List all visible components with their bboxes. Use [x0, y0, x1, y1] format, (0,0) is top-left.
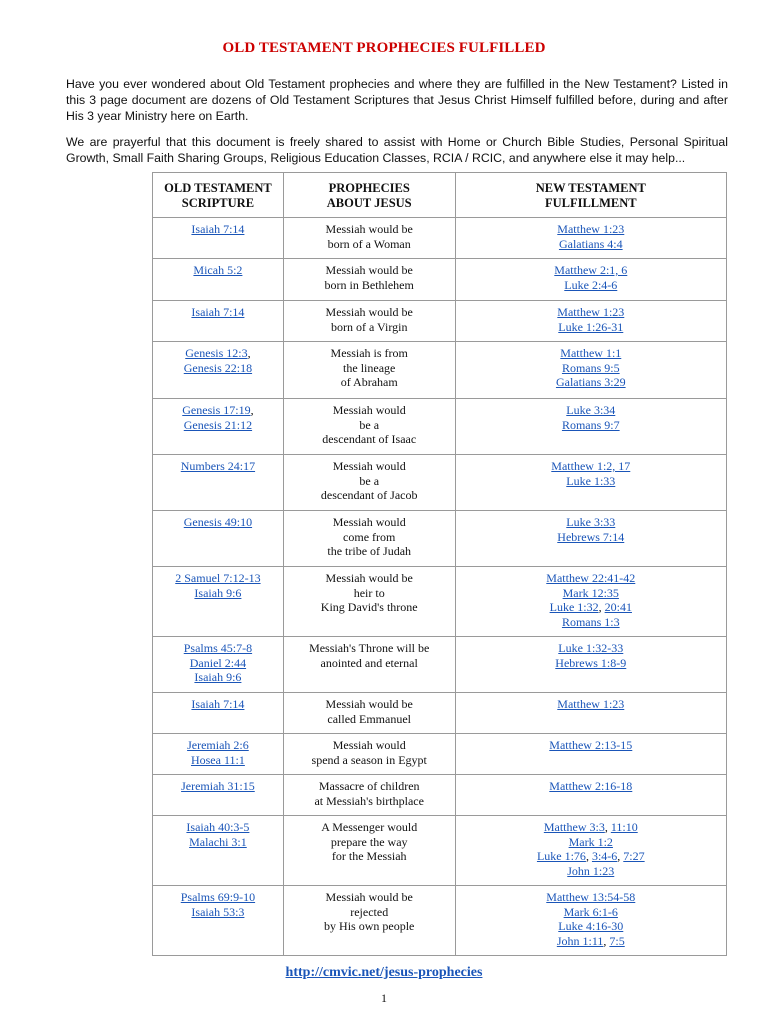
prophecy-text: A Messenger would	[321, 820, 418, 834]
scripture-link[interactable]: John 1:23	[567, 864, 615, 879]
prophecy-text: Messiah would be	[325, 222, 413, 236]
reference-line	[460, 237, 722, 252]
prophecy-cell	[283, 511, 455, 567]
prophecy-text: of Abraham	[340, 375, 398, 390]
scripture-link[interactable]: Mark 6:1-6	[563, 904, 618, 919]
scripture-link[interactable]: Micah 5:2	[193, 263, 243, 277]
scripture-link[interactable]: Matthew 2:16-18	[549, 779, 633, 793]
table-row	[153, 886, 727, 956]
prophecy-cell	[283, 816, 455, 886]
prophecy-text: King David's throne	[320, 600, 418, 615]
footer-link[interactable]: http://cmvic.net/jesus-prophecies	[285, 965, 483, 980]
reference-line	[460, 403, 722, 418]
table-body	[153, 218, 727, 956]
prophecy-cell	[283, 342, 455, 399]
old-testament-cell	[153, 886, 284, 956]
prophecy-cell	[283, 259, 455, 301]
reference-line	[157, 820, 279, 835]
scripture-link[interactable]: Genesis 49:10	[183, 515, 253, 529]
old-testament-cell	[153, 511, 284, 567]
reference-line	[157, 890, 279, 905]
new-testament-cell	[455, 775, 726, 816]
reference-line	[460, 890, 722, 905]
reference-line	[157, 403, 279, 418]
reference-line	[460, 320, 722, 335]
reference-line	[460, 375, 722, 390]
scripture-link[interactable]: Matthew 2:1, 6	[554, 263, 628, 277]
prophecy-text: at Messiah's birthplace	[314, 793, 424, 808]
reference-line	[460, 905, 722, 920]
prophecy-text: Messiah would be	[325, 697, 413, 711]
reference-line	[460, 849, 722, 864]
new-testament-cell	[455, 567, 726, 637]
prophecy-text: be a	[359, 473, 380, 488]
scripture-link[interactable]: Matthew 2:13-15	[549, 738, 633, 752]
prophecy-text: Massacre of children	[318, 779, 420, 793]
header-line: OLD TESTAMENT	[164, 180, 272, 195]
scripture-link[interactable]: Hosea 11:1	[190, 752, 245, 767]
prophecy-cell	[283, 455, 455, 511]
reference-line	[460, 864, 722, 879]
scripture-link[interactable]: Luke 2:4-6	[564, 277, 618, 292]
scripture-link[interactable]: Psalms 69:9-10	[180, 890, 256, 904]
intro-paragraph-2: We are prayerful that this document is freely shared to assist with Home or Church Bible Studies, Personal Spiritual Growth, Small Faith Sharing Groups, Religious Education Classes, RCIA / RCIC, and anywhere else it may help...	[66, 135, 728, 165]
old-testament-cell	[153, 259, 284, 301]
reference-line	[460, 600, 722, 615]
reference-line	[460, 656, 722, 671]
reference-line	[460, 474, 722, 489]
new-testament-cell	[455, 455, 726, 511]
reference-line	[157, 346, 279, 361]
prophecy-text: Messiah would be	[325, 890, 413, 904]
scripture-link[interactable]: Galatians 4:4	[558, 236, 623, 251]
prophecy-cell	[283, 567, 455, 637]
scripture-link[interactable]: Luke 3:34	[566, 403, 616, 417]
reference-line	[157, 656, 279, 671]
scripture-link[interactable]: Matthew 3:3	[543, 820, 605, 834]
prophecy-text: Messiah would be	[325, 263, 413, 277]
scripture-link[interactable]: Luke 1:76	[536, 849, 586, 864]
prophecy-cell	[283, 886, 455, 956]
table-row	[153, 775, 727, 816]
scripture-link[interactable]: Matthew 1:23	[557, 222, 625, 236]
old-testament-cell	[153, 301, 284, 342]
scripture-link[interactable]: Daniel 2:44	[189, 655, 247, 670]
reference-line	[460, 263, 722, 278]
scripture-link[interactable]: John 1:11	[556, 934, 604, 949]
header-line: ABOUT JESUS	[326, 195, 412, 210]
scripture-link[interactable]: 11:10	[610, 820, 638, 834]
prophecy-text: anointed and eternal	[320, 655, 418, 670]
scripture-link[interactable]: Matthew 1:23	[557, 697, 625, 711]
reference-line	[157, 779, 279, 794]
scripture-link[interactable]: 3:4-6	[591, 849, 618, 864]
scripture-link[interactable]: Isaiah 7:14	[191, 305, 245, 319]
header-old-testament	[153, 173, 284, 218]
scripture-link[interactable]: Luke 1:33	[566, 473, 616, 488]
prophecy-text: Messiah would be	[325, 305, 413, 319]
prophecy-text: the tribe of Judah	[327, 544, 412, 559]
prophecy-text: descendant of Jacob	[320, 488, 418, 503]
scripture-link[interactable]: Luke 4:16-30	[558, 919, 624, 934]
scripture-link[interactable]: Luke 1:32	[549, 600, 599, 615]
reference-line	[460, 222, 722, 237]
prophecy-text: come from	[343, 529, 396, 544]
new-testament-cell	[455, 399, 726, 455]
scripture-link[interactable]: Hebrews 7:14	[557, 529, 625, 544]
scripture-link[interactable]: Genesis 12:3	[185, 346, 248, 360]
scripture-link[interactable]: Luke 1:26-31	[558, 319, 624, 334]
reference-line	[460, 305, 722, 320]
old-testament-cell	[153, 775, 284, 816]
reference-line	[460, 615, 722, 630]
reference-line	[460, 934, 722, 949]
prophecy-text: Messiah's Throne will be	[309, 641, 430, 655]
table-row	[153, 511, 727, 567]
table-row	[153, 816, 727, 886]
prophecy-text: called Emmanuel	[327, 711, 412, 726]
prophecy-text: Messiah would be	[325, 571, 413, 585]
reference-line	[460, 586, 722, 601]
prophecy-text: the lineage	[343, 360, 396, 375]
prophecy-cell	[283, 734, 455, 775]
reference-line	[157, 418, 279, 433]
scripture-link[interactable]: Jeremiah 31:15	[181, 779, 255, 793]
scripture-link[interactable]: Matthew 1:23	[557, 305, 625, 319]
scripture-link[interactable]: Isaiah 9:6	[194, 670, 242, 685]
scripture-link[interactable]: Genesis 21:12	[183, 417, 253, 432]
new-testament-cell	[455, 734, 726, 775]
table-row	[153, 301, 727, 342]
scripture-link[interactable]: Isaiah 7:14	[191, 697, 245, 711]
new-testament-cell	[455, 259, 726, 301]
reference-line	[157, 571, 279, 586]
reference-separator: ,	[617, 849, 624, 864]
reference-line	[460, 835, 722, 850]
reference-line	[460, 571, 722, 586]
scripture-link[interactable]: Romans 9:5	[561, 360, 620, 375]
reference-line	[460, 515, 722, 530]
reference-line	[157, 670, 279, 685]
reference-separator: ,	[250, 403, 254, 417]
old-testament-cell	[153, 637, 284, 693]
prophecy-text: Messiah would	[332, 403, 406, 417]
old-testament-cell	[153, 342, 284, 399]
reference-line	[157, 753, 279, 768]
table-row	[153, 693, 727, 734]
prophecy-text: be a	[359, 417, 380, 432]
header-line: PROPHECIES	[328, 180, 410, 195]
reference-separator: ,	[604, 820, 611, 834]
prophecies-table	[152, 172, 727, 956]
page-title: OLD TESTAMENT PROPHECIES FULFILLED	[222, 40, 546, 56]
scripture-link[interactable]: Galatians 3:29	[555, 375, 626, 390]
prophecy-text: born of a Virgin	[330, 319, 408, 334]
header-line: SCRIPTURE	[181, 195, 255, 210]
old-testament-cell	[153, 816, 284, 886]
prophecy-text: Messiah would	[332, 515, 406, 529]
prophecy-cell	[283, 637, 455, 693]
prophecy-text: born of a Woman	[327, 236, 411, 251]
new-testament-cell	[455, 511, 726, 567]
reference-line	[157, 641, 279, 656]
scripture-link[interactable]: Isaiah 7:14	[191, 222, 245, 236]
table-row	[153, 455, 727, 511]
header-new-testament	[455, 173, 726, 218]
reference-line	[460, 530, 722, 545]
header-prophecies	[283, 173, 455, 218]
page-number: 1	[381, 991, 387, 1005]
prophecy-text: prepare the way	[330, 834, 408, 849]
scripture-link[interactable]: Romans 1:3	[561, 615, 620, 630]
reference-separator: ,	[598, 600, 605, 615]
reference-separator: ,	[247, 346, 251, 360]
reference-line	[157, 222, 279, 237]
intro-paragraph-1: Have you ever wondered about Old Testament prophecies and where they are fulfilled in the New Testament? Listed in this 3 page document are dozens of Old Testament Scriptures that Jesus Christ Himself fulfilled before, during and after His 3 year Ministry here on Earth.	[66, 77, 728, 123]
scripture-link[interactable]: Matthew 1:2, 17	[551, 459, 631, 473]
reference-line	[157, 697, 279, 712]
table-header-row	[153, 173, 727, 218]
reference-line	[157, 586, 279, 601]
reference-line	[460, 738, 722, 753]
new-testament-cell	[455, 342, 726, 399]
old-testament-cell	[153, 218, 284, 259]
scripture-link[interactable]: Isaiah 9:6	[194, 585, 242, 600]
scripture-link[interactable]: Genesis 22:18	[183, 360, 253, 375]
prophecy-text: born in Bethlehem	[324, 277, 414, 292]
scripture-link[interactable]: Numbers 24:17	[180, 459, 256, 473]
old-testament-cell	[153, 734, 284, 775]
prophecy-text: descendant of Isaac	[322, 432, 417, 447]
reference-line	[460, 278, 722, 293]
scripture-link[interactable]: Mark 1:2	[568, 834, 613, 849]
prophecy-text: heir to	[353, 585, 385, 600]
scripture-link[interactable]: Hebrews 1:8-9	[555, 655, 627, 670]
scripture-link[interactable]: Matthew 22:41-42	[546, 571, 636, 585]
new-testament-cell	[455, 637, 726, 693]
table-row	[153, 734, 727, 775]
prophecy-cell	[283, 218, 455, 259]
reference-line	[157, 459, 279, 474]
reference-line	[460, 820, 722, 835]
table-row	[153, 342, 727, 399]
new-testament-cell	[455, 886, 726, 956]
prophecy-text: spend a season in Egypt	[311, 752, 427, 767]
prophecy-cell	[283, 399, 455, 455]
old-testament-cell	[153, 567, 284, 637]
old-testament-cell	[153, 693, 284, 734]
scripture-link[interactable]: Mark 12:35	[562, 585, 619, 600]
reference-line	[460, 361, 722, 376]
reference-line	[460, 919, 722, 934]
reference-line	[157, 835, 279, 850]
old-testament-cell	[153, 399, 284, 455]
prophecy-text: rejected	[350, 904, 389, 919]
table-row	[153, 218, 727, 259]
table-row	[153, 259, 727, 301]
scripture-link[interactable]: Genesis 17:19	[182, 403, 251, 417]
new-testament-cell	[455, 218, 726, 259]
prophecy-text: Messiah would	[332, 738, 406, 752]
prophecy-text: by His own people	[324, 919, 415, 934]
prophecy-cell	[283, 775, 455, 816]
reference-line	[157, 515, 279, 530]
prophecy-text: for the Messiah	[331, 849, 407, 864]
old-testament-cell	[153, 455, 284, 511]
scripture-link[interactable]: Isaiah 53:3	[191, 904, 245, 919]
prophecy-cell	[283, 693, 455, 734]
reference-line	[460, 459, 722, 474]
prophecy-cell	[283, 301, 455, 342]
scripture-link[interactable]: 7:5	[609, 934, 625, 949]
scripture-link[interactable]: Isaiah 40:3-5	[186, 820, 250, 834]
scripture-link[interactable]: Luke 3:33	[566, 515, 616, 529]
prophecy-text: Messiah is from	[330, 346, 408, 360]
reference-line	[460, 641, 722, 656]
reference-separator: ,	[585, 849, 592, 864]
scripture-link[interactable]: Luke 1:32-33	[558, 641, 624, 655]
reference-line	[157, 361, 279, 376]
reference-line	[460, 418, 722, 433]
reference-line	[460, 779, 722, 794]
scripture-link[interactable]: Psalms 45:7-8	[183, 641, 253, 655]
table-row	[153, 399, 727, 455]
reference-line	[157, 305, 279, 320]
new-testament-cell	[455, 816, 726, 886]
reference-line	[157, 738, 279, 753]
reference-line	[157, 263, 279, 278]
header-line: FULFILLMENT	[544, 195, 637, 210]
scripture-link[interactable]: 7:27	[623, 849, 645, 864]
reference-line	[460, 697, 722, 712]
scripture-link[interactable]: Matthew 1:1	[560, 346, 622, 360]
reference-line	[157, 905, 279, 920]
reference-separator: ,	[603, 934, 610, 949]
new-testament-cell	[455, 693, 726, 734]
prophecy-text: Messiah would	[332, 459, 406, 473]
scripture-link[interactable]: Romans 9:7	[561, 417, 620, 432]
scripture-link[interactable]: Matthew 13:54-58	[546, 890, 636, 904]
reference-line	[460, 346, 722, 361]
scripture-link[interactable]: 2 Samuel 7:12-13	[175, 571, 261, 585]
table-row	[153, 637, 727, 693]
table-row	[153, 567, 727, 637]
header-line: NEW TESTAMENT	[535, 180, 646, 195]
scripture-link[interactable]: 20:41	[604, 600, 632, 615]
scripture-link[interactable]: Jeremiah 2:6	[187, 738, 249, 752]
new-testament-cell	[455, 301, 726, 342]
scripture-link[interactable]: Malachi 3:1	[189, 834, 247, 849]
